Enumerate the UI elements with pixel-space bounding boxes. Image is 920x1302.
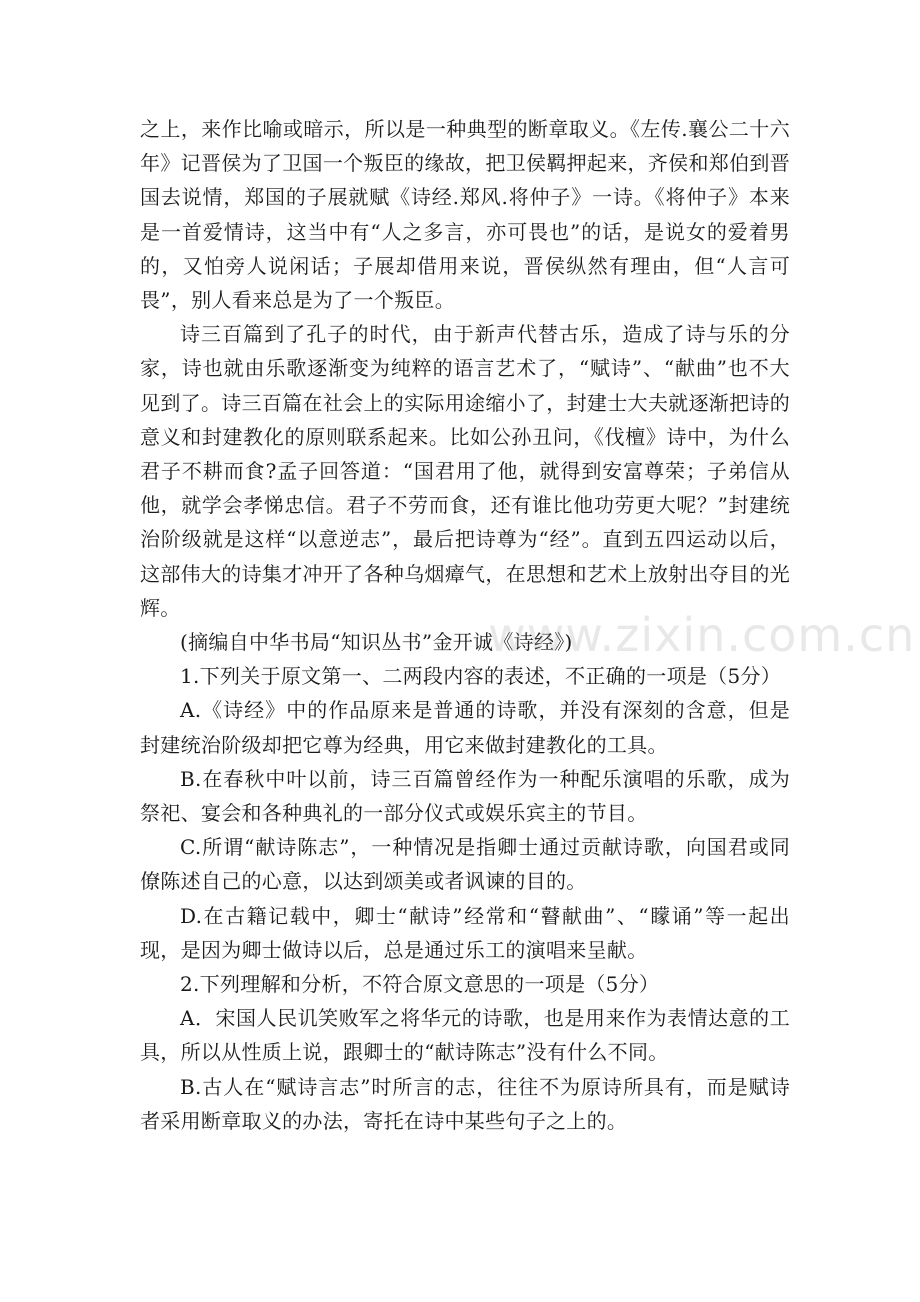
question-2-option-a: A．宋国人民讥笑败军之将华元的诗歌，也是用来作为表情达意的工具，所以从性质上说，跟卿士的“献诗陈志”没有什么不同。 (140, 1006, 790, 1065)
question-2-option-b: B.古人在“赋诗言志”时所言的志，往往不为原诗所具有，而是赋诗者采用断章取义的办法，寄托在诗中某些句子之上的。 (140, 1074, 790, 1133)
question-1-option-a: A.《诗经》中的作品原来是普通的诗歌，并没有深刻的含意，但是封建统治阶级却把它尊为经典，用它来做封建教化的工具。 (140, 698, 790, 757)
paragraph-history: 诗三百篇到了孔子的时代，由于新声代替古乐，造成了诗与乐的分家，诗也就由乐歌逐渐变为纯粹的语言艺术了，“赋诗”、“献曲”也不大见到了。诗三百篇在社会上的实际用途缩小了，封建士大夫就逐渐把诗的意义和封建教化的原则联系起来。比如公孙丑问，《伐檀》诗中，为什么君子不耕而食?孟子回答道：“国君用了他，就得到安富尊荣；子弟信从他，就学会孝悌忠信。君子不劳而食，还有谁比他功劳更大呢？”封建统治阶级就是这样“以意逆志”，最后把诗尊为“经”。直到五四运动以后，这部伟大的诗集才冲开了各种乌烟瘴气，在思想和艺术上放射出夺目的光辉。 (140, 322, 790, 620)
question-1-option-b: B.在春秋中叶以前，诗三百篇曾经作为一种配乐演唱的乐歌，成为祭祀、宴会和各种典礼的一部分仪式或娱乐宾主的节目。 (140, 766, 790, 826)
site-watermark: www.zixin.com.cn (488, 608, 916, 662)
question-1-option-c: C.所谓“献诗陈志”，一种情况是指卿士通过贡献诗歌，向国君或同僚陈述自己的心意，以达到颂美或者讽谏的目的。 (140, 835, 790, 894)
question-2: 2.下列理解和分析，不符合原文意思的一项是（5分） (180, 972, 660, 997)
source-citation: (摘编自中华书局“知识丛书”金开诚《诗经》) (180, 630, 573, 655)
question-1-option-d: D.在古籍记载中，卿士“献诗”经常和“瞽献曲”、“矇诵”等一起出现，是因为卿士做诗以后，总是通过乐工的演唱来呈献。 (140, 903, 790, 962)
paragraph-continuation: 之上，来作比喻或暗示，所以是一种典型的断章取义。《左传.襄公二十六年》记晋侯为了卫国一个叛臣的缘故，把卫侯羁押起来，齐侯和郑伯到晋国去说情，郑国的子展就赋《诗经.郑风.将仲子》一诗。《将仲子》本来是一首爱情诗，这当中有“人之多言，亦可畏也”的话，是说女的爱着男的，又怕旁人说闲话；子展却借用来说，晋侯纵然有理由，但“人言可畏”，别人看来总是为了一个叛臣。 (140, 117, 790, 313)
document-body (140, 112, 790, 1138)
question-1: 1.下列关于原文第一、二两段内容的表述，不正确的一项是（5分） (180, 664, 782, 689)
